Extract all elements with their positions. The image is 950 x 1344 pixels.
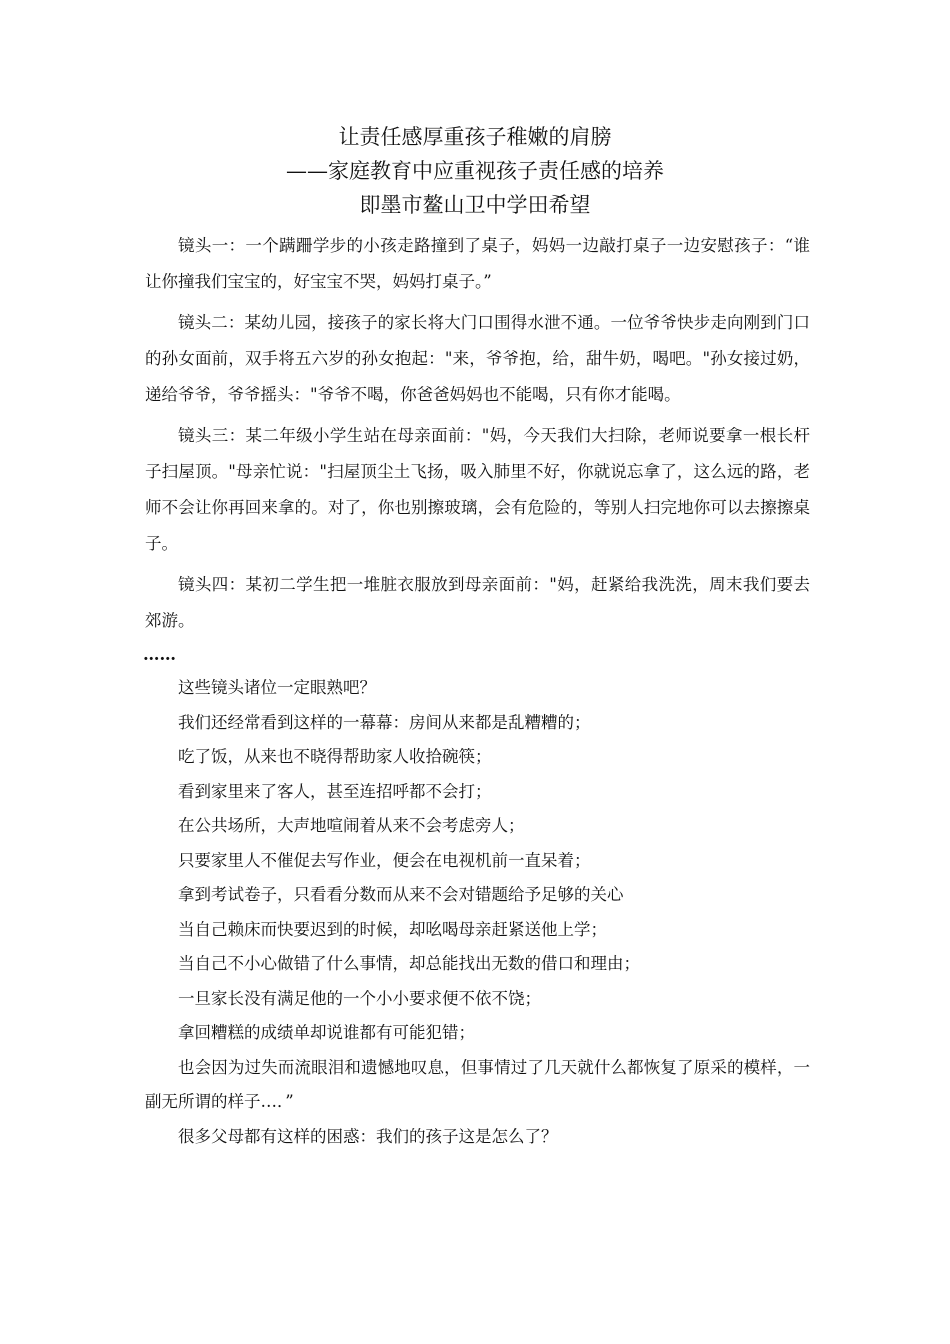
scene-paragraph-3: 镜头三：某二年级小学生站在母亲面前："妈，今天我们大扫除，老师说要拿一根长杆子扫屋顶。"母亲忙说："扫屋顶尘土飞扬，吸入肺里不好，你就说忘拿了，这么远的路，老师不会让你再回来拿的。对了，你也别擦玻璃，会有危险的，等别人扫完地你可以去擦擦桌子。: [145, 426, 810, 553]
title-block: [140, 120, 810, 222]
scene-paragraph-2: 镜头二：某幼儿园，接孩子的家长将大门口围得水泄不通。一位爷爷快步走向刚到门口的孙女面前，双手将五六岁的孙女抱起："来，爷爷抱，给，甜牛奶，喝吧。"孙女接过奶，递给爷爷，爷爷摇头："爷爷不喝，你爸爸妈妈也不能喝，只有你才能喝。: [145, 313, 810, 404]
document-body: [145, 228, 810, 1154]
body-line: 只要家里人不催促去写作业，便会在电视机前一直呆着；: [178, 850, 591, 870]
scene-paragraph-1: 镜头一：一个蹒跚学步的小孩走路撞到了桌子，妈妈一边敲打桌子一边安慰孩子：“谁让你撞我们宝宝的，好宝宝不哭，妈妈打桌子。”: [145, 236, 810, 291]
body-line: 拿到考试卷子，只看看分数而从来不会对错题给予足够的关心: [178, 885, 624, 904]
page-title: 让责任感厚重孩子稚嫩的肩膀: [338, 125, 612, 149]
scene-paragraph-4: 镜头四：某初二学生把一堆脏衣服放到母亲面前："妈，赶紧给我洗洗，周末我们要去郊游。: [145, 575, 810, 630]
closing-paragraph: 也会因为过失而流眼泪和遗憾地叹息，但事情过了几天就什么都恢复了原采的模样，一副无所谓的样子…．”: [145, 1057, 810, 1111]
body-line: 一旦家长没有满足他的一个小小要求便不依不饶；: [178, 988, 541, 1008]
body-line: 当自己赖床而快要迟到的时候，却吆喝母亲赶紧送他上学；: [178, 919, 607, 939]
final-line: 很多父母都有这样的困惑：我们的孩子这是怎么了？: [178, 1126, 558, 1146]
body-line: 在公共场所，大声地喧闹着从来不会考虑旁人；: [178, 816, 525, 835]
body-line: 吃了饭，从来也不晓得帮助家人收拾碗筷；: [178, 747, 492, 766]
page-subtitle: ——家庭教育中应重视孩子责任感的培养: [286, 159, 664, 183]
body-line: 拿回糟糕的成绩单却说谁都有可能犯错；: [178, 1023, 475, 1042]
ellipsis-separator: ……: [143, 645, 176, 664]
author-line: 即墨市鳌山卫中学田希望: [359, 193, 591, 217]
body-line: 这些镜头诸位一定眼熟吧？: [178, 678, 376, 697]
body-line: 当自己不小心做错了什么事情，却总能找出无数的借口和理由；: [178, 954, 640, 973]
body-line: 看到家里来了客人，甚至连招呼都不会打；: [178, 781, 492, 801]
body-line: 我们还经常看到这样的一幕幕：房间从来都是乱糟糟的；: [178, 712, 591, 732]
